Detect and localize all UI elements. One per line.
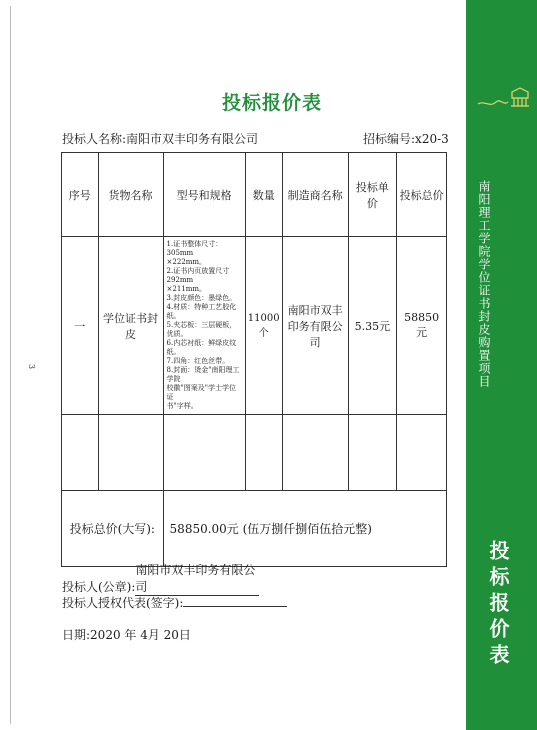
spec-line: 书"字样。 [166,402,198,410]
date-value: 2020 年 4月 20日 [90,628,191,642]
spec-line: 5.夹芯板：三层硬板，优质。 [166,321,237,338]
bidder-name-line [62,130,258,147]
col-header-total-price: 投标总价 [397,153,447,237]
spec-line: ×211mm。 [166,285,207,293]
spec-line: 6.内芯衬纸：鲜绿皮纹纸。 [166,339,237,356]
sidebar-project-title: 南阳理工学院学位证书封皮购置项目 [477,180,491,388]
date-label: 日期: [62,628,91,642]
cell-no: 一 [62,237,99,415]
cell-maker: 南阳市双丰印务有限公司 [282,237,348,415]
table-header-row [62,153,447,237]
cell-goods: 学位证书封皮 [98,237,163,415]
table-row [62,237,447,415]
stamp-line [62,561,259,596]
bidder-label: 投标人名称: [62,132,127,146]
col-header-no: 序号 [62,153,99,237]
rep-line [62,594,287,611]
bidder-name: 南阳市双丰印务有限公司 [126,132,259,146]
empty-cell [397,415,447,491]
empty-cell [62,415,99,491]
col-header-goods: 货物名称 [98,153,163,237]
spec-line: 4.材质：特种工艺胶化纸。 [166,303,237,320]
cell-qty: 11000个 [245,237,282,415]
col-header-spec: 型号和规格 [163,153,245,237]
school-logo-icon [476,84,532,118]
bid-number [363,130,449,147]
cell-unit-price: 5.35元 [348,237,397,415]
rep-signature-blank [183,594,287,607]
empty-cell [282,415,348,491]
empty-cell [245,415,282,491]
col-header-maker: 制造商名称 [282,153,348,237]
total-label: 投标总价(大写): [62,491,164,567]
bid-no-value: x20-3 [415,132,449,146]
sidebar-main-title: 投标报价表 [486,540,510,670]
stamp-label: 投标人(公章): [62,580,136,594]
cell-total-price: 58850元 [397,237,447,415]
quote-table [61,152,447,567]
spec-line: 1.证书整体尺寸：305mm [166,240,223,257]
bid-no-label: 招标编号: [363,132,416,146]
page-number: 3 [27,364,36,370]
stamp-value: 南阳市双丰印务有限公司 [135,561,259,596]
table-row-empty [62,415,447,491]
col-header-qty: 数量 [245,153,282,237]
spec-line: ×222mm。 [166,258,207,266]
date-line [62,626,191,643]
total-value: 58850.00元 (伍万捌仟捌佰伍拾元整) [163,491,446,567]
spec-line: 校徽"图案及"学士学位证 [166,384,236,401]
table-total-row [62,491,447,567]
rep-label: 投标人授权代表(签字): [62,596,184,610]
spec-line: 2.证书内页放置尺寸292mm [166,267,230,284]
spec-line: 8.封面：烫金"南阳理工学院 [166,366,240,383]
empty-cell [98,415,163,491]
spec-line: 3.封皮颜色：墨绿色。 [166,294,237,302]
document-title: 投标报价表 [222,92,323,114]
spec-line: 7.四角：红色丝带。 [166,357,230,365]
page-margin-line [10,6,11,724]
col-header-unit-price: 投标单价 [348,153,397,237]
empty-cell [163,415,245,491]
cell-spec [163,237,245,415]
empty-cell [348,415,397,491]
